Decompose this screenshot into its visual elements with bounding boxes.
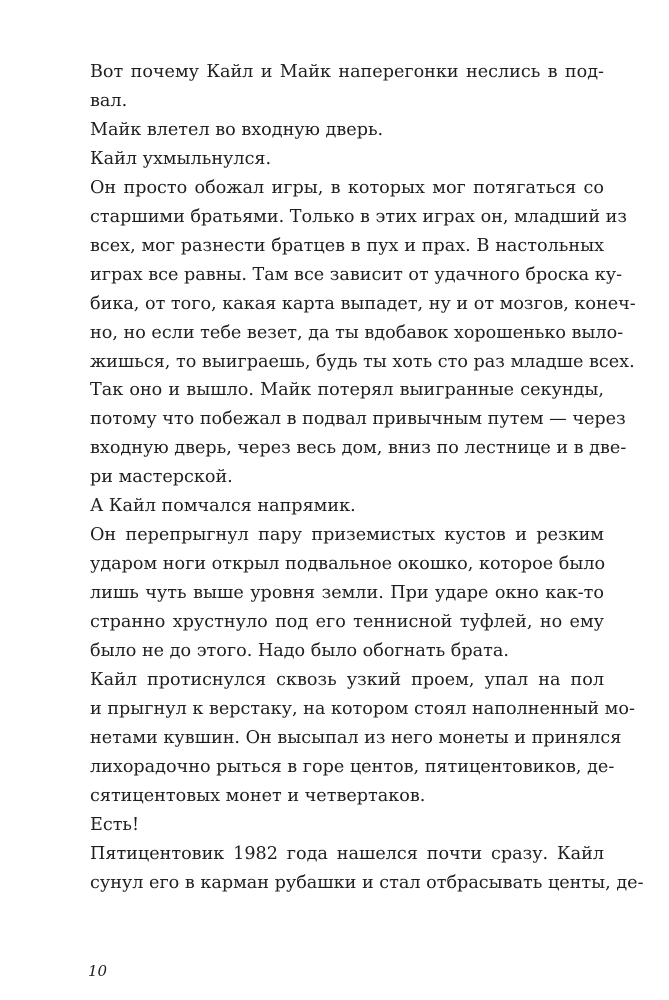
paragraph: [90, 666, 635, 811]
page-number: 10: [88, 962, 108, 980]
text-line: Есть!: [90, 814, 140, 835]
text-line: бика, от того, какая карта выпадет, ну и от мозгов, конеч-: [90, 293, 636, 314]
text-line: Он просто обожал игры, в которых мог потягаться со: [90, 177, 604, 198]
text-line: входную дверь, через весь дом, вниз по лестнице и в две-: [90, 438, 627, 459]
paragraph: [90, 174, 636, 377]
text-line: лихорадочно рыться в горе центов, пятицентовиков, де-: [90, 756, 615, 777]
text-line: Майк влетел во входную дверь.: [90, 119, 384, 140]
text-line: Кайл ухмыльнулся.: [90, 148, 272, 169]
paragraph: [90, 840, 644, 898]
text-line: старшими братьями. Только в этих играх он, младший из: [90, 206, 627, 227]
text-line: и прыгнул к верстаку, на котором стоял наполненный мо-: [90, 698, 635, 719]
paragraph: [90, 116, 604, 145]
text-line: Так оно и вышло. Майк потерял выигранные секунды,: [90, 380, 604, 401]
text-line: Кайл протиснулся сквозь узкий проем, упал на пол: [90, 670, 604, 691]
paragraph: [90, 145, 604, 174]
text-line: Он перепрыгнул пару приземистых кустов и резким: [90, 525, 604, 546]
text-line: жишься, то выиграешь, будь ты хоть сто раз младше всех.: [90, 351, 635, 372]
paragraph: [90, 492, 604, 521]
text-line: странно хрустнуло под его теннисной туфлей, но ему: [90, 612, 604, 633]
text-line: ударом ноги открыл подвальное окошко, которое было: [90, 554, 606, 575]
text-line: сятицентовых монет и четвертаков.: [90, 785, 426, 806]
text-line: Вот почему Кайл и Майк наперегонки неслись в под-: [90, 62, 604, 82]
text-line: Пятицентовик 1982 года нашелся почти сразу. Кайл: [90, 843, 604, 864]
paragraph: [90, 58, 604, 116]
text-line: было не до этого. Надо было обогнать брата.: [90, 641, 509, 662]
text-line: потому что побежал в подвал привычным путем — через: [90, 409, 626, 430]
text-line: нетами кувшин. Он высыпал из него монеты и принялся: [90, 727, 622, 748]
text-line: лишь чуть выше уровня земли. При ударе окно как-то: [90, 583, 604, 604]
text-line: ри мастерской.: [90, 467, 233, 488]
text-line: играх все равны. Там все зависит от удачного броска ку-: [90, 264, 623, 285]
text-line: сунул его в карман рубашки и стал отбрасывать центы, де-: [90, 872, 644, 893]
text-line: но, но если тебе везет, да ты вдобавок хорошенько выло-: [90, 322, 624, 343]
body-text: [90, 58, 644, 898]
text-line: А Кайл помчался напрямик.: [90, 496, 356, 517]
paragraph: [90, 521, 604, 666]
text-line: вал.: [90, 90, 128, 111]
paragraph: [90, 376, 627, 492]
text-line: всех, мог разнести братцев в пух и прах. В настольных: [90, 235, 604, 256]
paragraph: [90, 811, 604, 840]
